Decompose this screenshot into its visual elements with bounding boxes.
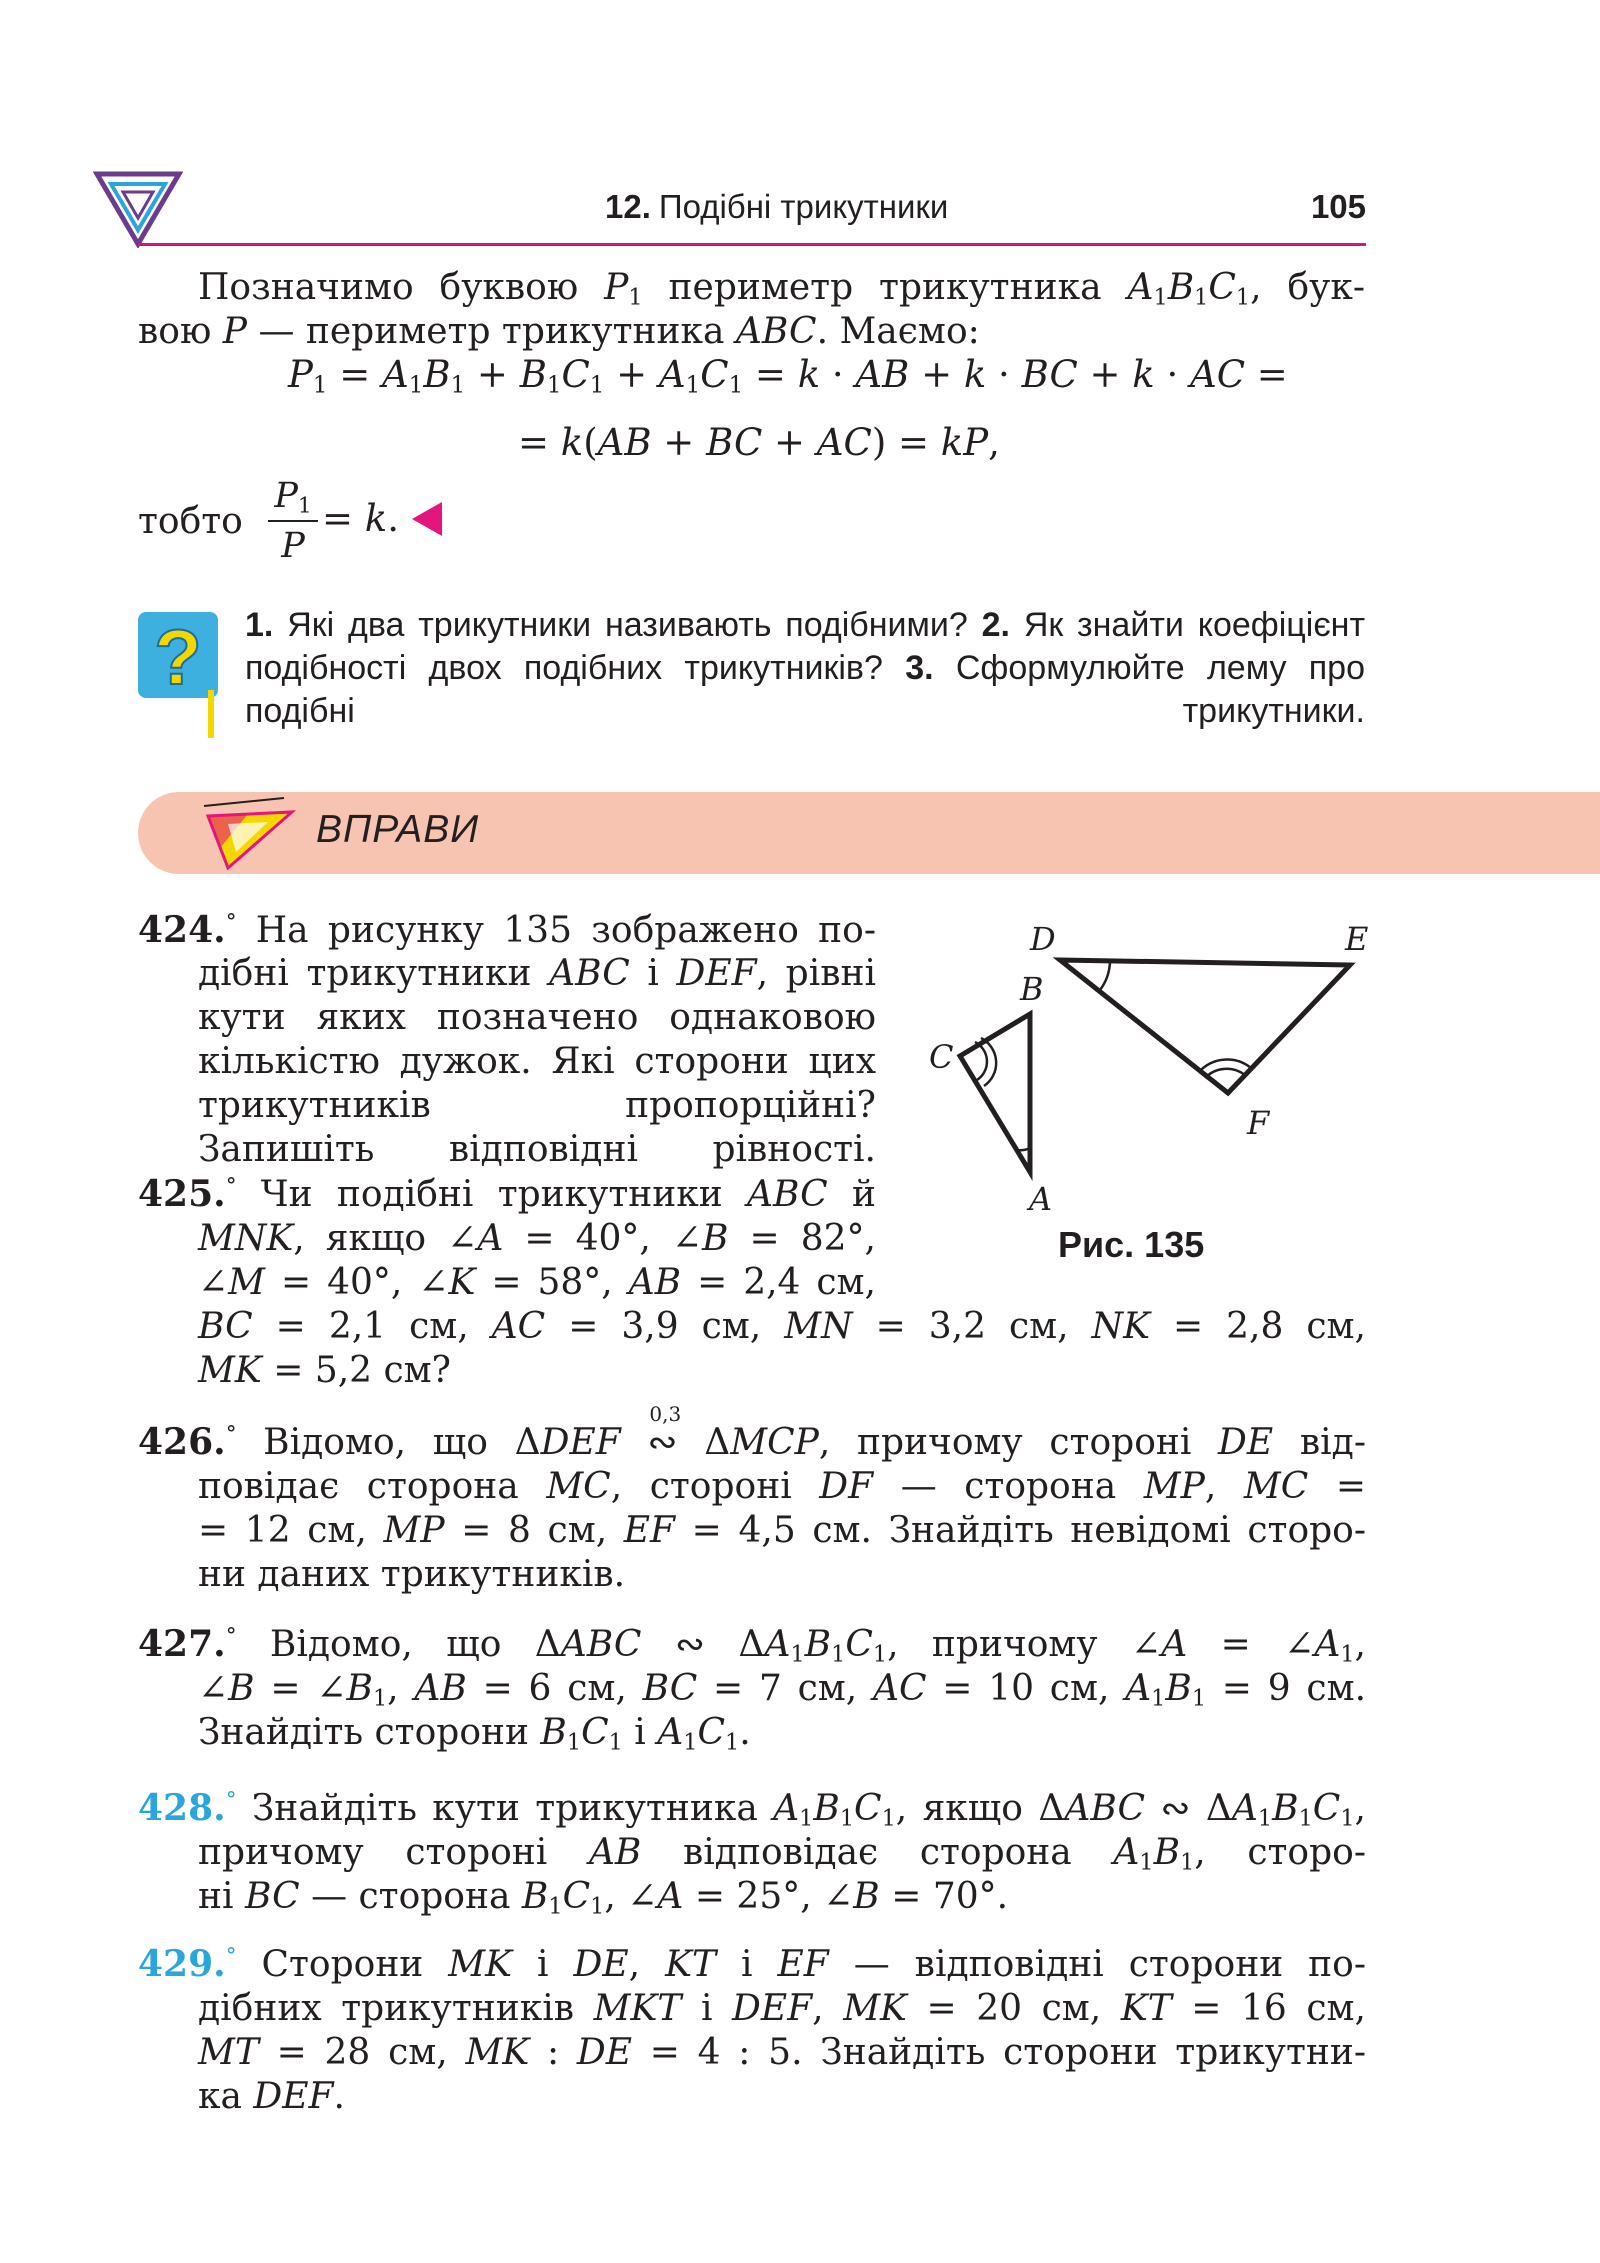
ratio-fraction: $P_1$ P [268, 474, 318, 568]
triangle-abc [960, 1014, 1030, 1172]
angle-c-arc-2 [981, 1038, 996, 1086]
triangle-def [1060, 960, 1350, 1093]
question-mark-icon [138, 612, 222, 740]
exercises-heading: ВПРАВИ [316, 808, 480, 851]
angle-f-arc-2 [1199, 1060, 1251, 1072]
exercise-427: 427.° Відомо, що ΔABC ∾ $\Delta A_1B_1C_1$, причому ∠A = $\angle A_1$, ∠B = $\angle B_1$, AB = 6 см, BC = 7 см, AC = 10 см, $A_1B_1 = 9$ см. Знайдіть сторони $B_1C_1$ і $A_1C_1$. [138, 1623, 1367, 1756]
page-number: 105 [1310, 188, 1366, 225]
exercise-424: 424.° На рисунку 135 зображено по- [138, 909, 876, 951]
review-questions: 1. Які два трикутники називають подібними? 2. Як знайти коефіцієнт подібності двох подібних трикутників? 3. Сформулюйте лему про подібні трикутники. [245, 606, 1366, 730]
perimeter-formula-line-1: $P_1 = A_1B_1 + B_1C_1 + A_1C_1 = k$ · AB + k · BC + k · AC = [288, 353, 1288, 399]
figure-135 [905, 910, 1385, 1210]
figure-caption: Рис. 135 [1058, 1224, 1205, 1265]
label-f: F [1247, 1104, 1270, 1142]
header-divider [138, 243, 1366, 246]
exercise-425: 425.° Чи подібні трикутники ABC й MNK, якщо ∠A = 40°, ∠B = 82°, ∠M = 40°, ∠K = 58°, AB = 2,4 см, BC = 2,1 см, AC = 3,9 см, MN = 3,2 см, NK = 2,8 см, MK = 5,2 см? [138, 1173, 1367, 1391]
proof-line-2: вою P — периметр трикутника ABC. Маємо: [138, 311, 980, 352]
label-d: D [1030, 920, 1056, 958]
label-e: E [1345, 920, 1369, 958]
label-a: A [1029, 1180, 1053, 1210]
ruler-triangle-icon [198, 796, 298, 872]
conclusion-word: тобто [138, 501, 243, 542]
perimeter-formula-line-2: = k(AB + BC + AC) = kP, [518, 421, 1000, 464]
exercise-429: 429.° Сторони MK і DE, KT і EF — відповідні сторони по- дібних трикутників MKT і DEF, MK = 20 см, KT = 16 см, MT = 28 см, MK : DE = 4 : 5. Знайдіть сторони трикутни- ка DEF. [138, 1943, 1367, 2117]
section-title: 12. Подібні трикутники [605, 188, 949, 225]
angle-d-arc [1100, 961, 1110, 990]
exercise-424-body: дібні трикутники ABC і DEF, рівні кути яких позначено однаковою кількістю дужок. Які сторони цих трикутників пропорційні? Запишіть відповідні рівності. [198, 953, 876, 1170]
section-logo-icon [93, 170, 183, 248]
proof-end-marker-icon [412, 502, 442, 536]
exercise-428: 428.° Знайдіть кути трикутника $A_1B_1C_1$, якщо ΔABC ∾ $\Delta A_1B_1C_1$, причому стороні AB відповідає сторона $A_1B_1$, сторо- ні BC — сторона $B_1C_1$, ∠A = 25°, ∠B = 70°. [138, 1787, 1366, 1920]
proof-line-1: Позначимо буквою $P_1$ периметр трикутника $A_1B_1C_1$, бук- [198, 267, 1366, 311]
ratio-equals-k: = k. [322, 497, 399, 540]
svg-text:?: ? [154, 613, 202, 701]
exercise-426: 426.° Відомо, що ΔDEF ∾ 0,3 ΔMCP, причому стороні DE від- повідає сторона MC, стороні DF — сторона MP, MC = = 12 см, MP = 8 см, EF = 4,5 см. Знайдіть невідомі сторо- ни даних трикутників. [138, 1402, 1367, 1595]
label-c: C [929, 1038, 954, 1076]
label-b: B [1020, 970, 1044, 1008]
